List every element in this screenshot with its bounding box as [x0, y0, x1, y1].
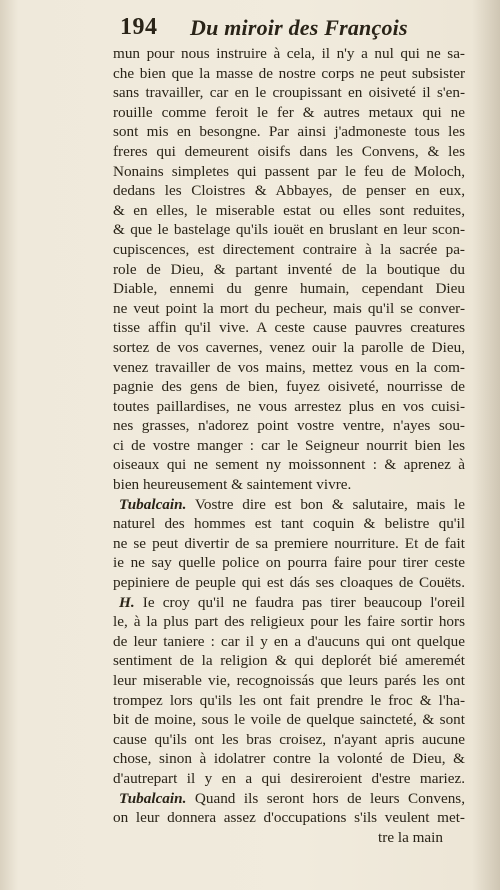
line-text: ci de vostre manger : car le Seigneur nourrit bien les — [113, 436, 465, 454]
line-text: & en elles, le miserable estat ou elles sont reduites, — [113, 201, 465, 219]
line-text: on leur donnera assez d'occupations s'ils veulent met- — [113, 809, 465, 827]
text-line — [113, 318, 465, 338]
text-line — [113, 299, 465, 319]
line-text: pepiniere de peuple qui est dás ses cloaques de Couëts. — [113, 574, 465, 592]
text-line — [113, 397, 465, 417]
text-line — [113, 730, 465, 750]
line-text: ne veut point la mort du pecheur, mais qu'il se conver- — [113, 299, 465, 317]
text-line — [113, 377, 465, 397]
text-line — [113, 651, 465, 671]
line-text: & que le bastelage qu'ils iouët en bruslant en leur scon- — [113, 221, 465, 239]
text-line — [113, 122, 465, 142]
line-text: chose, sinon à idolatrer contre la volonté de Dieu, & — [113, 750, 465, 768]
line-text: ie ne say quelle police on pourra faire pour tirer ceste — [113, 554, 465, 572]
line-text: freres qui demeurent oisifs dans les Convens, & les — [113, 142, 465, 160]
text-line — [113, 201, 465, 221]
text-line — [113, 495, 465, 515]
text-line — [113, 83, 465, 103]
line-text: venez travailler de vos mains, mettez vous en la com- — [113, 358, 465, 376]
line-text: Quand ils seront hors de leurs Convens, — [186, 789, 465, 807]
text-line — [113, 632, 465, 652]
line-text: oiseaux qui ne sement ny moissonnent : & aprenez à — [113, 456, 465, 474]
text-line — [113, 573, 465, 593]
line-text: cause qu'ils ont les bras croisez, n'ayant apris aucune — [113, 730, 465, 748]
line-text: pagnie des gens de bien, fuyez oisiveté, nourrisse de — [113, 378, 465, 396]
line-text: tre la main — [378, 828, 443, 846]
text-line — [113, 593, 465, 613]
line-text: cupiscences, est directement contraire à la sacrée pa- — [113, 240, 465, 258]
line-text: sortez de vos cavernes, venez ouir la parolle de Dieu, — [113, 338, 465, 356]
text-line — [113, 358, 465, 378]
line-text: sentiment de la religion & qui deplorét bié ameremét — [113, 652, 465, 670]
text-line — [113, 534, 465, 554]
line-text: che bien que la masse de nostre corps ne peut subsister — [113, 64, 465, 82]
page-header — [120, 14, 472, 44]
text-line — [113, 181, 465, 201]
text-line — [113, 749, 465, 769]
line-text: nes grasses, n'adorez point vostre ventre, n'ayes sou- — [113, 417, 465, 435]
text-line — [113, 789, 465, 809]
text-line — [113, 475, 465, 495]
line-text: dedans les Cloistres & Abbayes, de penser en eux, — [113, 182, 465, 200]
page-number: 194 — [120, 14, 158, 40]
line-text: bit de moine, sous le voile de quelque saincteté, & sont — [113, 711, 465, 729]
line-text: mun pour nous instruire à cela, il n'y a nul qui ne sa- — [113, 45, 465, 62]
line-text: sans travailler, car en le croupissant en oisiveté il s'en- — [113, 84, 465, 102]
text-line — [113, 279, 465, 299]
line-text: toutes paillardises, ne vous arrestez plus en vos cuisi- — [113, 397, 465, 415]
text-line — [113, 162, 465, 182]
text-line — [113, 710, 465, 730]
line-text: ne se peut divertir de sa premiere nourriture. Et de fait — [113, 534, 465, 552]
line-text: Diable, ennemi du genre humain, cependant Dieu — [113, 280, 465, 298]
line-text: trompez lors qu'ils les ont fait prendre le froc & l'ha- — [113, 691, 465, 709]
text-line — [113, 142, 465, 162]
line-text: Vostre dire est bon & salutaire, mais le — [186, 495, 465, 513]
text-line — [113, 64, 465, 84]
text-line — [113, 44, 465, 64]
text-line — [113, 436, 465, 456]
line-text: bien heureusement & saintement vivre. — [113, 476, 352, 494]
speaker-label: Tubalcain. — [119, 495, 187, 513]
text-line — [113, 612, 465, 632]
text-line — [113, 455, 465, 475]
text-line — [113, 553, 465, 573]
running-title: Du miroir des François — [190, 15, 408, 40]
text-line — [113, 416, 465, 436]
text-line — [113, 338, 465, 358]
body-text — [113, 44, 465, 847]
line-text: le, à la plus part des religieux pour les faire sortir hors — [113, 613, 465, 631]
text-line — [113, 220, 465, 240]
text-line — [113, 769, 465, 789]
line-text: d'autrepart il y en a qui desireroient d'estre mariez. — [113, 769, 465, 787]
text-line — [113, 691, 465, 711]
line-text: de leur taniere : car il y en a d'aucuns qui ont quelque — [113, 632, 465, 650]
line-text: Nonains simpletes qui passent par le feu de Moloch, — [113, 162, 465, 180]
line-text: Ie croy qu'il ne faudra pas tirer beaucoup l'oreil — [134, 593, 465, 611]
line-text: rouille comme feroit le fer & autres metaux qui ne — [113, 103, 465, 121]
text-line — [113, 240, 465, 260]
text-line — [113, 671, 465, 691]
text-line — [113, 260, 465, 280]
line-text: leur miserable vie, recognoissás que leurs parés les ont — [113, 672, 465, 689]
text-line — [113, 828, 465, 848]
line-text: naturel des hommes est tant coquin & belistre qu'il — [113, 515, 465, 533]
speaker-label: Tubalcain. — [119, 789, 187, 807]
text-line — [113, 103, 465, 123]
line-text: role de Dieu, & partant inventé de la boutique du — [113, 260, 465, 278]
line-text: tisse affin qu'il vive. A ceste cause pauvres creatures — [113, 319, 465, 337]
text-line — [113, 808, 465, 828]
text-line — [113, 514, 465, 534]
line-text: sont mis en besongne. Par ainsi j'admoneste tous les — [113, 123, 465, 141]
speaker-label: H. — [119, 593, 135, 611]
